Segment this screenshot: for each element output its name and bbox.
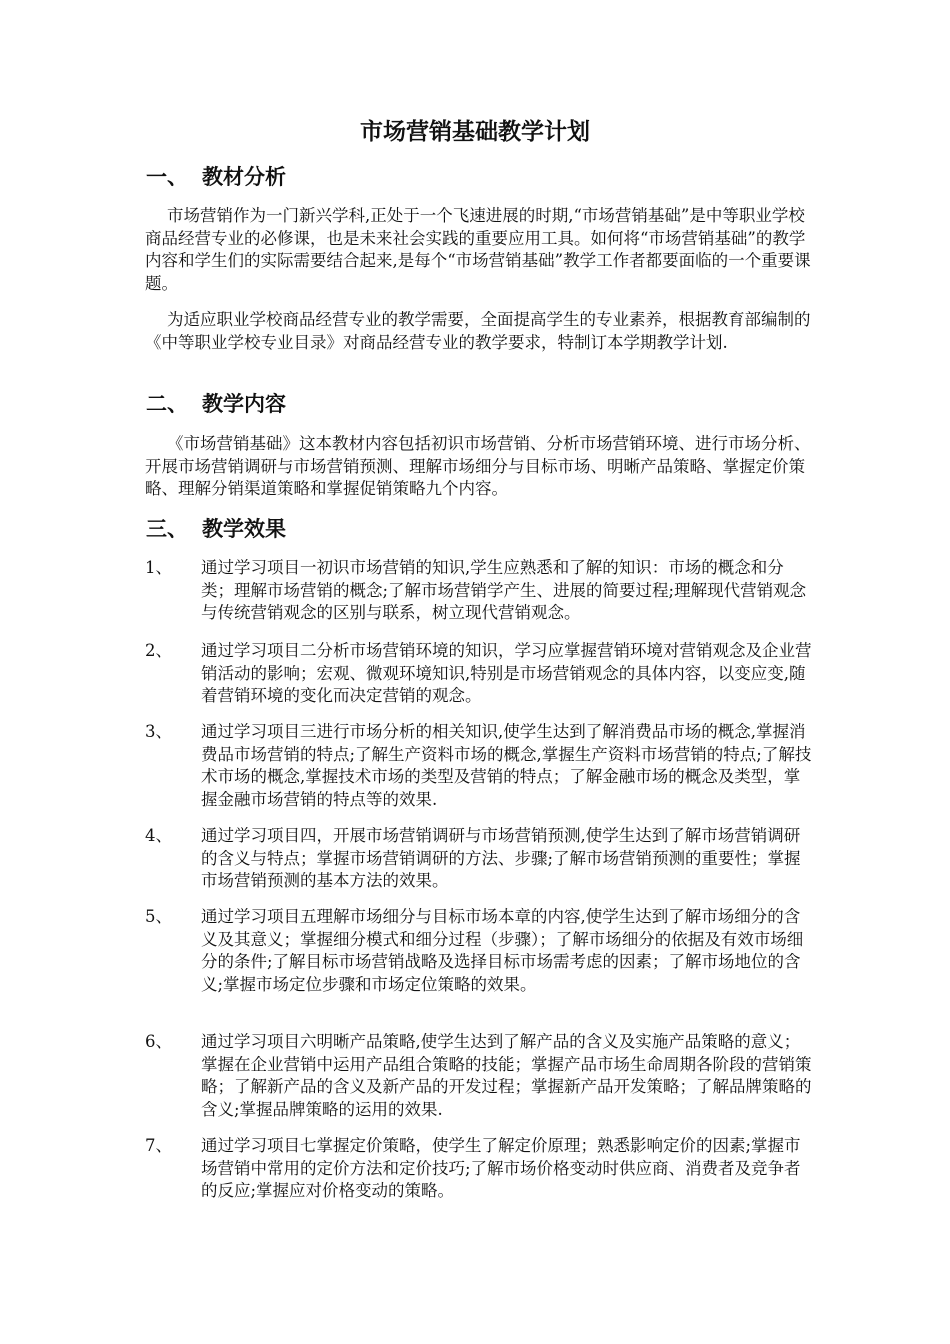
list-item-number: 3、	[145, 722, 172, 741]
document-title: 市场营销基础教学计划	[360, 119, 590, 145]
list-item-number: 2、	[145, 641, 172, 660]
list-item-text: 通过学习项目七掌握定价策略，使学生了解定价原理；熟悉影响定价的因素;掌握市场营销中常用的定价方法和定价技巧;了解市场价格变动时供应商、消费者及竞争者的反应;掌握应对价格变动的策略。	[201, 1136, 801, 1200]
list-item-number: 7、	[145, 1136, 172, 1155]
paragraph: 《市场营销基础》这本教材内容包括初识市场营销、分析市场营销环境、进行市场分析、开展市场营销调研与市场营销预测、理解市场细分与目标市场、明晰产品策略、掌握定价策略、理解分销渠道策略和掌握促销策略九个内容。	[145, 434, 811, 498]
section-number: 一、	[146, 165, 188, 189]
section-heading-1	[146, 162, 286, 192]
paragraph: 市场营销作为一门新兴学科,正处于一个飞速进展的时期,“市场营销基础”是中等职业学校商品经营专业的必修课，也是未来社会实践的重要应用工具。如何将“市场营销基础”的教学内容和学生们的实际需要结合起来,是每个“市场营销基础”教学工作者都要面临的一个重要课题。	[145, 206, 811, 293]
section-heading-2	[146, 389, 286, 419]
list-item-text: 通过学习项目五理解市场细分与目标市场本章的内容,使学生达到了解市场细分的含义及其意义；掌握细分模式和细分过程（步骤）；了解市场细分的依据及有效市场细分的条件;了解目标市场营销战略及选择目标市场需考虑的因素；了解市场地位的含义;掌握市场定位步骤和市场定位策略的效果。	[201, 907, 804, 994]
list-item-text: 通过学习项目六明晰产品策略,使学生达到了解产品的含义及实施产品策略的意义；掌握在企业营销中运用产品组合策略的技能；掌握产品市场生命周期各阶段的营销策略；了解新产品的含义及新产品的开发过程；掌握新产品开发策略；了解品牌策略的含义;掌握品牌策略的运用的效果.	[201, 1032, 812, 1119]
list-item-text: 通过学习项目三进行市场分析的相关知识,使学生达到了解消费品市场的概念,掌握消费品市场营销的特点;了解生产资料市场的概念,掌握生产资料市场营销的特点;了解技术市场的概念,掌握技术市场的类型及营销的特点；了解金融市场的概念及类型，掌握金融市场营销的特点等的效果.	[201, 722, 812, 809]
section-heading-3	[146, 514, 286, 544]
section-number: 三、	[146, 517, 188, 541]
list-item-text: 通过学习项目四，开展市场营销调研与市场营销预测,使学生达到了解市场营销调研的含义与特点；掌握市场营销调研的方法、步骤;了解市场营销预测的重要性；掌握市场营销预测的基本方法的效果。	[201, 826, 801, 890]
section-title: 教学效果	[202, 517, 286, 541]
list-item-number: 5、	[145, 907, 172, 926]
list-item-number: 6、	[145, 1032, 172, 1051]
list-item-text: 通过学习项目二分析市场营销环境的知识，学习应掌握营销环境对营销观念及企业营销活动的影响；宏观、微观环境知识,特别是市场营销观念的具体内容，以变应变,随着营销环境的变化而决定营销的观念。	[201, 641, 812, 705]
paragraph: 为适应职业学校商品经营专业的教学需要，全面提高学生的专业素养，根据教育部编制的《中等职业学校专业目录》对商品经营专业的教学要求，特制订本学期教学计划.	[145, 310, 811, 352]
list-item-text: 通过学习项目一初识市场营销的知识,学生应熟悉和了解的知识：市场的概念和分类；理解市场营销的概念;了解市场营销学产生、进展的简要过程;理解现代营销观念与传统营销观念的区别与联系，树立现代营销观念。	[201, 558, 807, 622]
section-number: 二、	[146, 392, 188, 416]
section-title: 教学内容	[202, 392, 286, 416]
list-item-number: 4、	[145, 826, 172, 845]
list-item-number: 1、	[145, 558, 172, 577]
section-title: 教材分析	[202, 165, 286, 189]
